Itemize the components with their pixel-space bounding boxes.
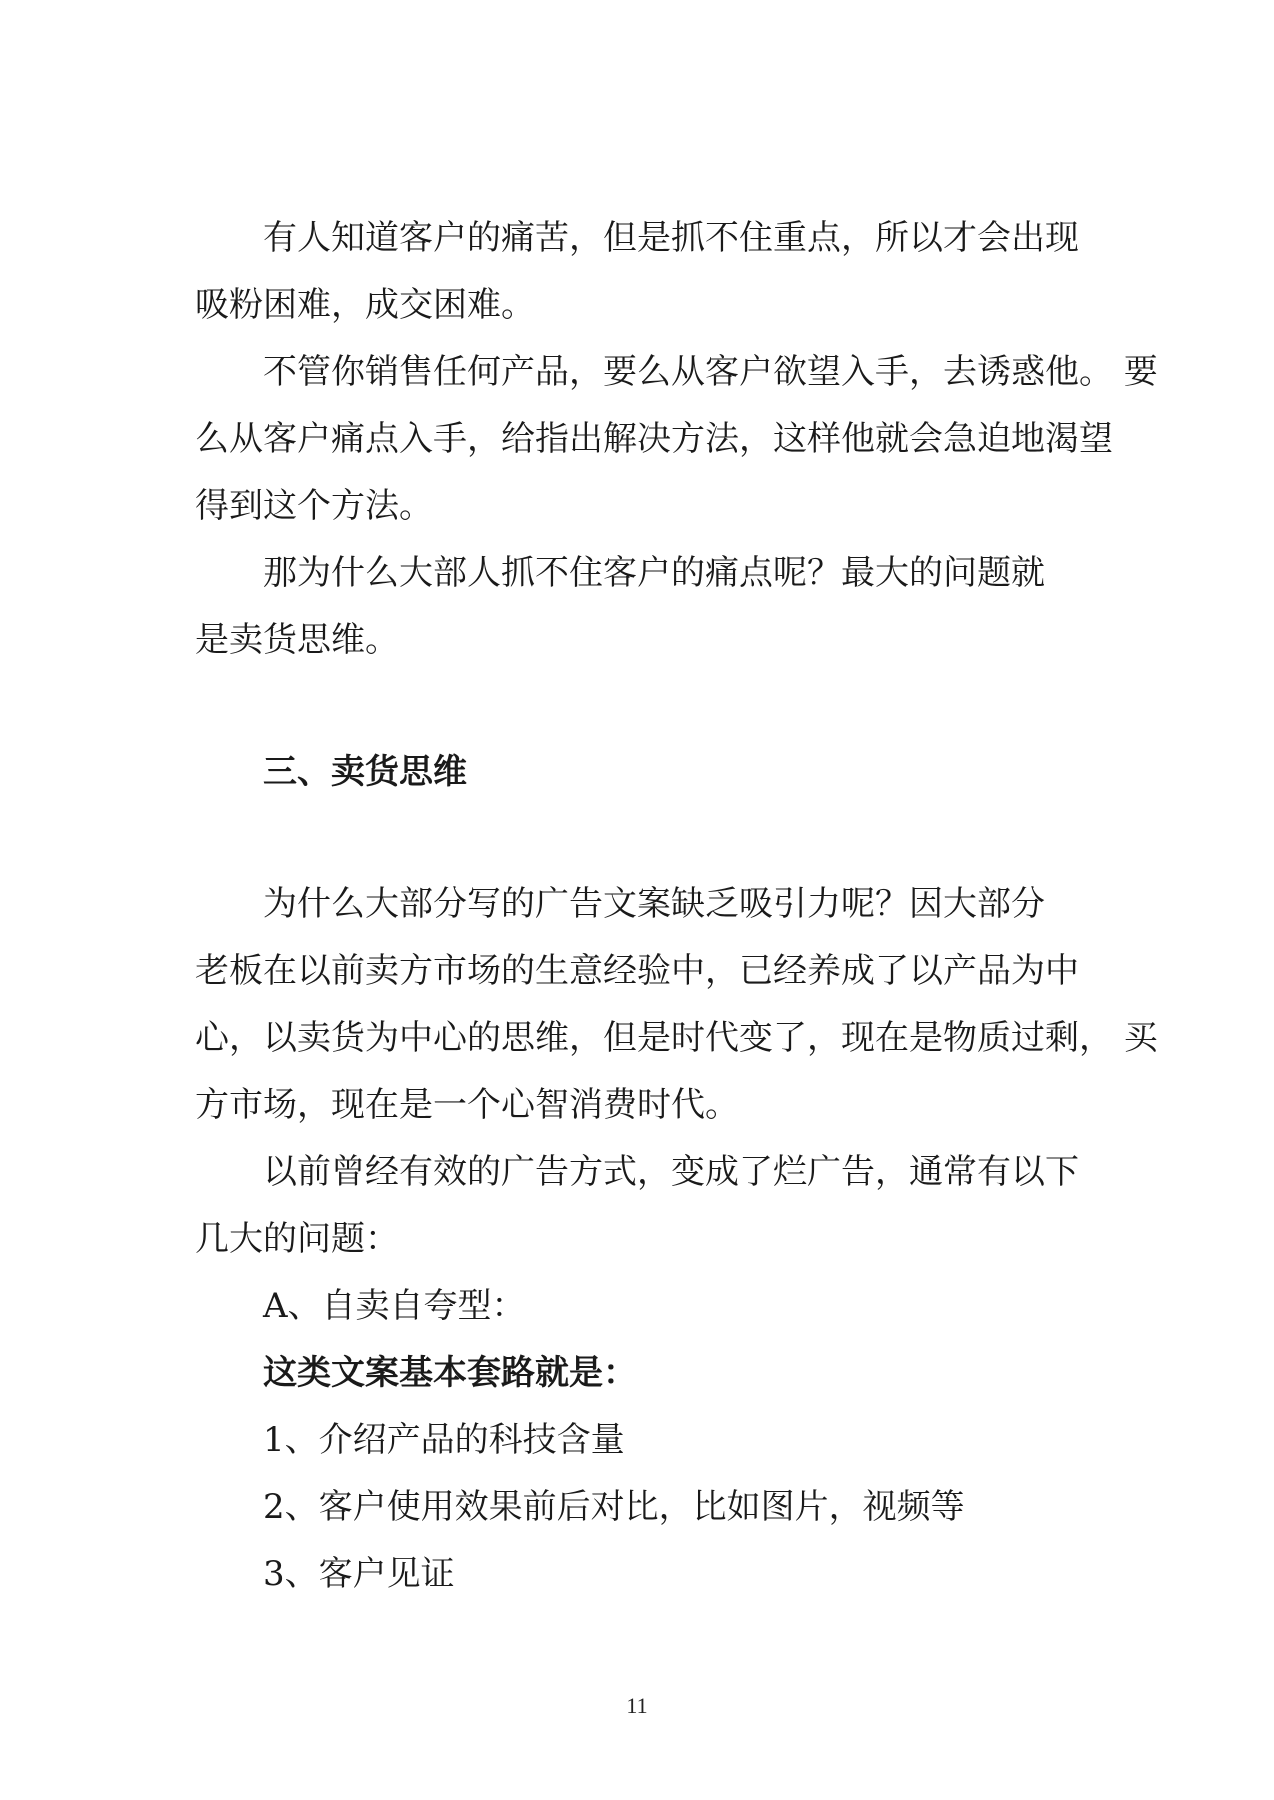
list-item: 1、介绍产品的科技含量 <box>263 1420 625 1460</box>
paragraph-line: 那为什么大部人抓不住客户的痛点呢？最大的问题就 <box>263 553 1045 593</box>
paragraph-line: 为什么大部分写的广告文案缺乏吸引力呢？因大部分 <box>263 884 1045 924</box>
paragraph-line: 么从客户痛点入手，给指出解决方法，这样他就会急迫地渴望 <box>195 419 1113 459</box>
paragraph-3 <box>195 540 1090 674</box>
section-heading: 三、卖货思维 <box>263 752 467 792</box>
paragraph-line: 几大的问题： <box>195 1219 399 1259</box>
paragraph-line: 吸粉困难，成交困难。 <box>195 285 535 325</box>
paragraph-line: 老板在以前卖方市场的生意经验中，已经养成了以产品为中 <box>195 951 1079 991</box>
paragraph-line: 有人知道客户的痛苦，但是抓不住重点，所以才会出现 <box>263 218 1079 258</box>
paragraph-2 <box>195 339 1158 540</box>
document-body <box>195 205 1158 1608</box>
page-number: 11 <box>626 1693 648 1718</box>
list-item: 3、客户见证 <box>263 1554 455 1594</box>
paragraph-4 <box>195 871 1158 1139</box>
list-item: 2、客户使用效果前后对比，比如图片，视频等 <box>263 1487 965 1527</box>
subheading: 这类文案基本套路就是： <box>263 1353 637 1393</box>
list-item-a: A、自卖自夸型： <box>263 1286 526 1326</box>
paragraph-line: 心，以卖货为中心的思维，但是时代变了，现在是物质过剩， 买 <box>195 1018 1158 1058</box>
paragraph-5 <box>195 1139 1090 1273</box>
paragraph-line: 得到这个方法。 <box>195 486 433 526</box>
paragraph-1 <box>195 205 1090 339</box>
paragraph-line: 不管你销售任何产品，要么从客户欲望入手，去诱惑他。 要 <box>263 352 1158 392</box>
numbered-list <box>195 1407 1090 1608</box>
paragraph-line: 方市场，现在是一个心智消费时代。 <box>195 1085 739 1125</box>
paragraph-line: 是卖货思维。 <box>195 620 399 660</box>
paragraph-line: 以前曾经有效的广告方式，变成了烂广告，通常有以下 <box>263 1152 1079 1192</box>
